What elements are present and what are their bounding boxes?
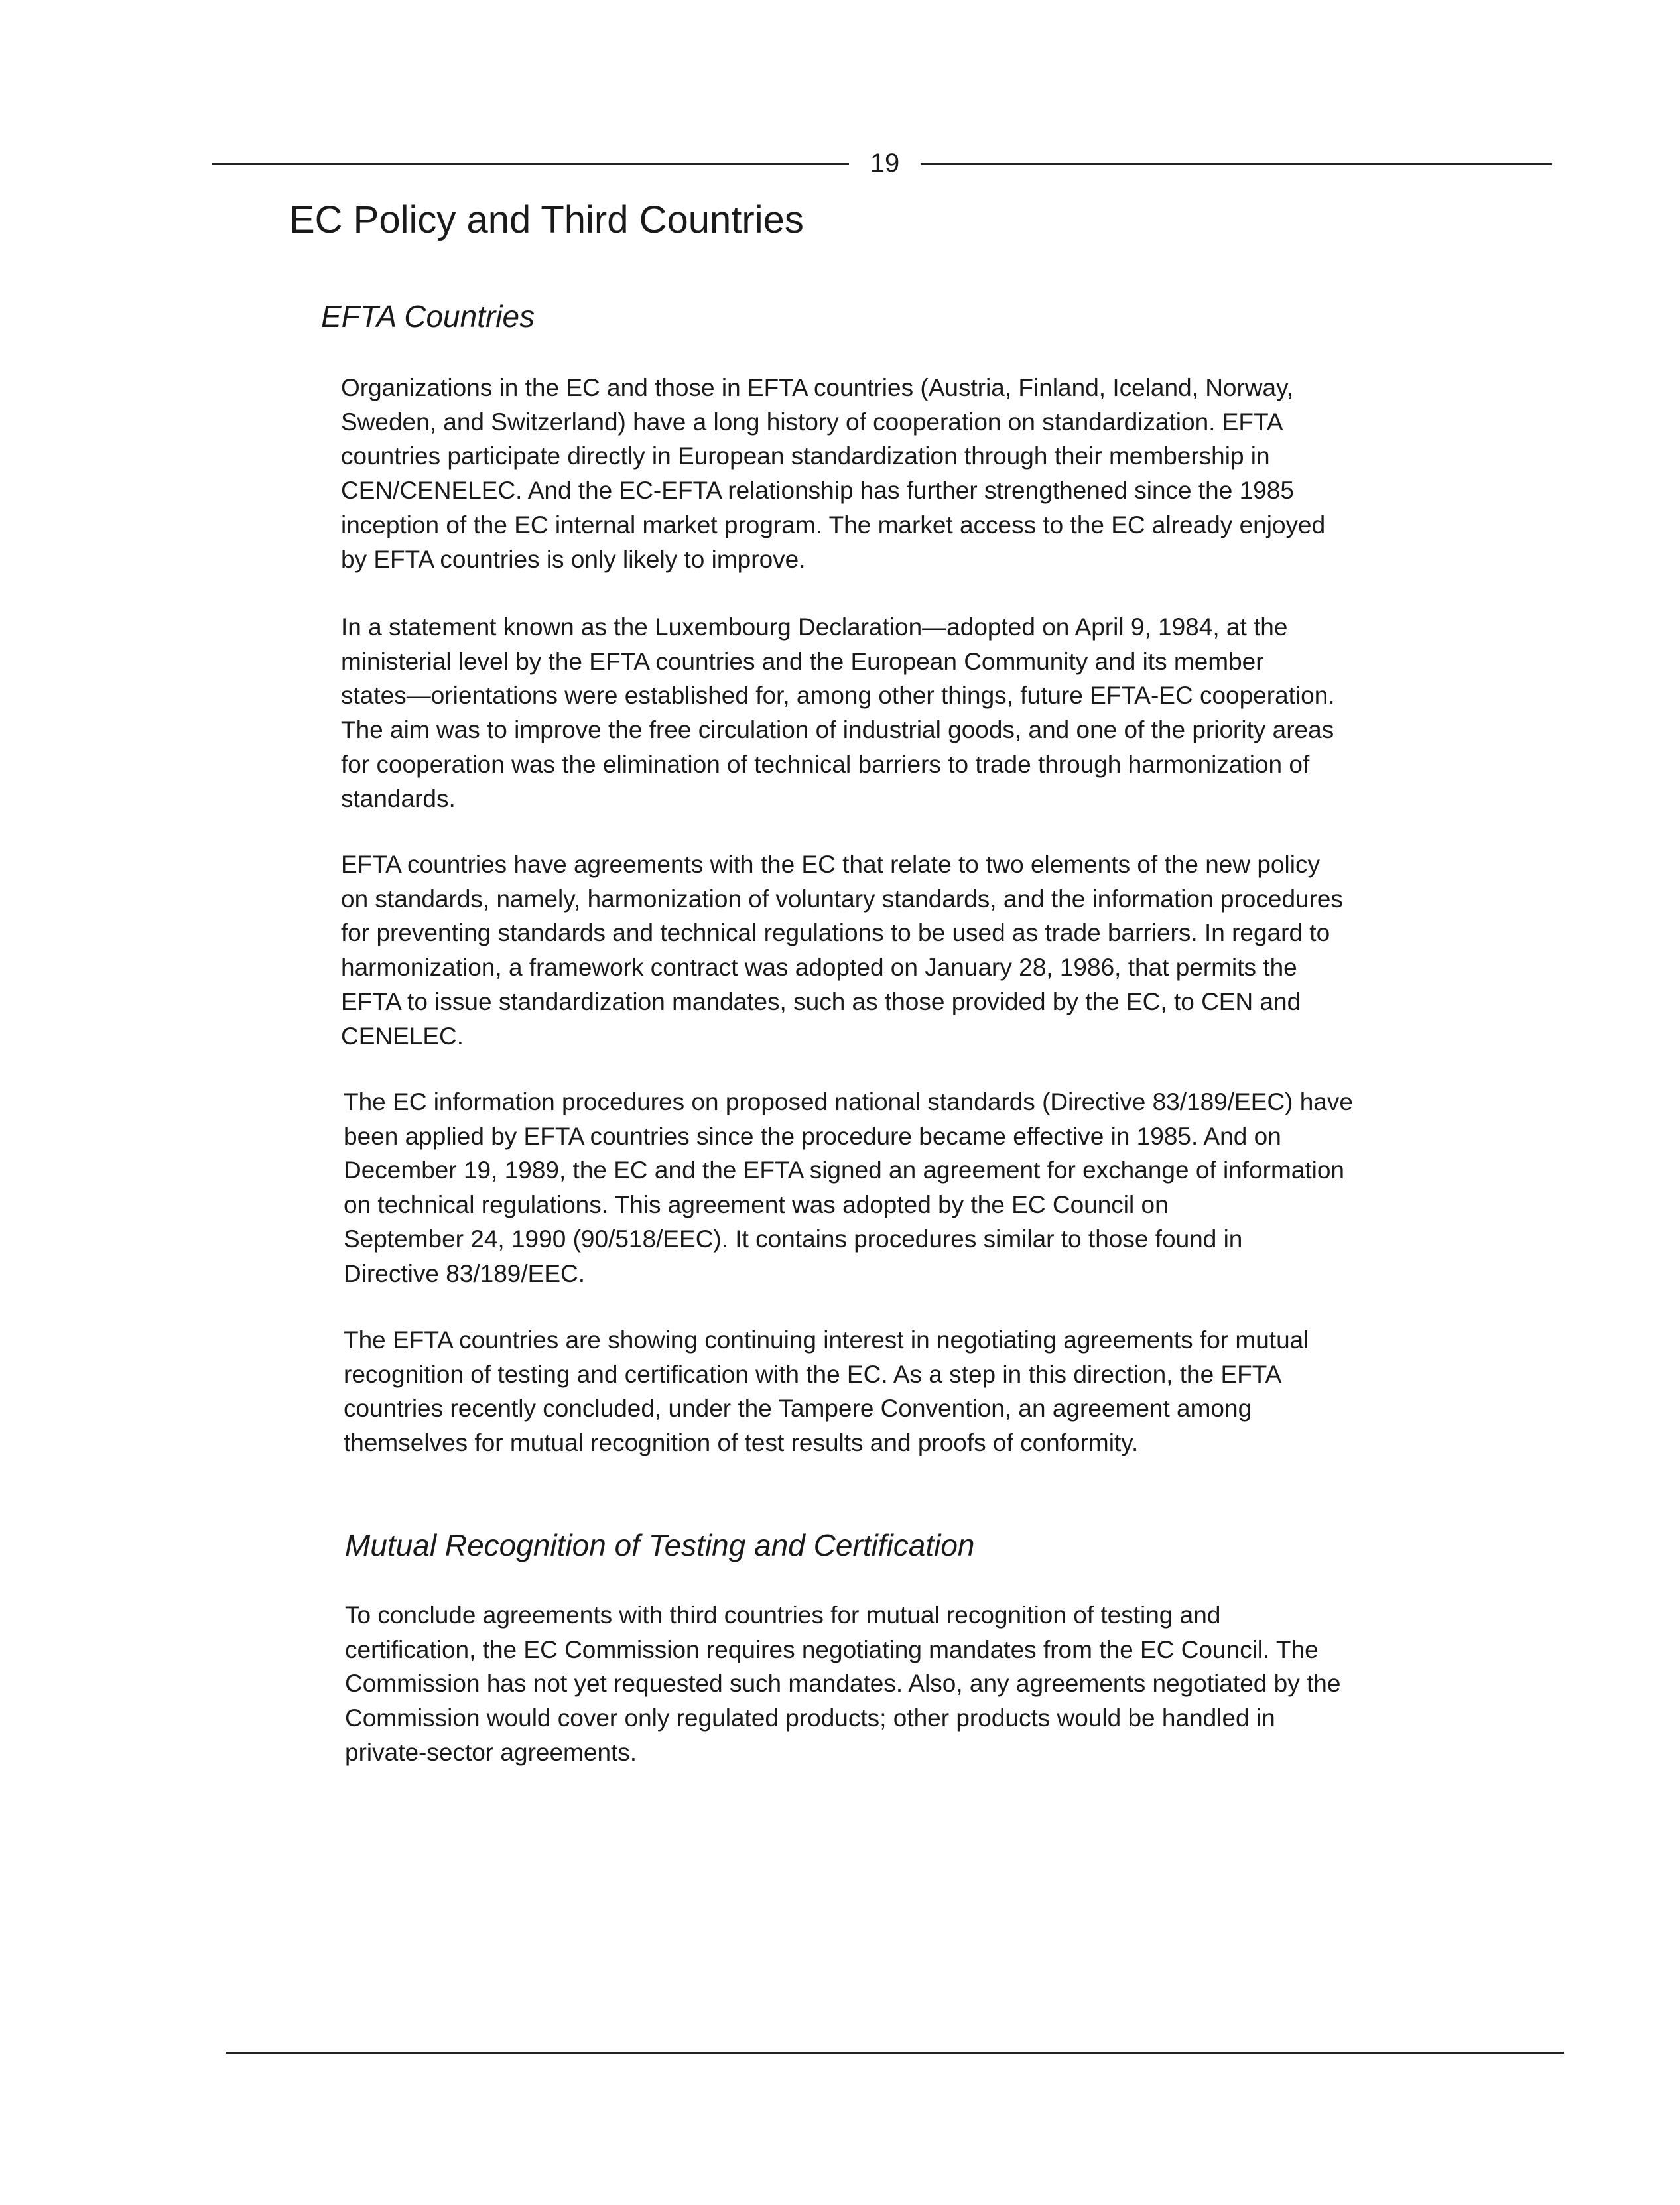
text-line: The aim was to improve the free circulation of industrial goods, and one of the priority areas	[341, 716, 1334, 744]
text-line: September 24, 1990 (90/518/EEC). It contains procedures similar to those found in	[344, 1225, 1243, 1253]
text-line: standards.	[341, 785, 456, 812]
paragraph-third-country-agreements	[345, 1598, 1340, 1770]
footer-rule	[226, 2052, 1564, 2054]
text-line: countries participate directly in European standardization through their membership in	[341, 442, 1270, 470]
text-line: inception of the EC internal market program. The market access to the EC already enjoyed	[341, 511, 1326, 538]
text-line: private-sector agreements.	[345, 1738, 637, 1766]
text-line: ministerial level by the EFTA countries and the European Community and its member	[341, 647, 1264, 675]
text-line: EFTA to issue standardization mandates, such as those provided by the EC, to CEN and	[341, 987, 1301, 1015]
text-line: for preventing standards and technical regulations to be used as trade barriers. In regard to	[341, 919, 1330, 947]
text-line: by EFTA countries is only likely to improve.	[341, 545, 806, 573]
text-line: CEN/CENELEC. And the EC-EFTA relationship has further strengthened since the 1985	[341, 477, 1294, 505]
text-line: December 19, 1989, the EC and the EFTA signed an agreement for exchange of information	[344, 1157, 1344, 1184]
text-line: The EFTA countries are showing continuing interest in negotiating agreements for mutual	[344, 1326, 1309, 1354]
text-line: been applied by EFTA countries since the procedure became effective in 1985. And on	[344, 1122, 1281, 1150]
text-line: To conclude agreements with third countries for mutual recognition of testing and	[345, 1602, 1221, 1629]
text-line: for cooperation was the elimination of technical barriers to trade through harmonization of	[341, 750, 1310, 778]
paragraph-efta-cooperation	[341, 371, 1325, 576]
text-line: CENELEC.	[341, 1022, 464, 1050]
section-heading-mutual-recognition: Mutual Recognition of Testing and Certification	[345, 1528, 975, 1562]
paragraph-efta-agreements	[341, 848, 1343, 1053]
text-line: states—orientations were established for, among other things, future EFTA-EC cooperation.	[341, 682, 1335, 710]
text-line: Organizations in the EC and those in EFTA countries (Austria, Finland, Iceland, Norway,	[341, 374, 1294, 401]
section-heading-efta-countries: EFTA Countries	[321, 299, 535, 334]
text-line: on standards, namely, harmonization of voluntary standards, and the information procedures	[341, 885, 1344, 913]
text-line: In a statement known as the Luxembourg Declaration—adopted on April 9, 1984, at the	[341, 613, 1288, 641]
text-line: Sweden, and Switzerland) have a long history of cooperation on standardization. EFTA	[341, 408, 1283, 436]
text-line: Commission has not yet requested such mandates. Also, any agreements negotiated by the	[345, 1670, 1341, 1698]
page-number: 19	[870, 149, 900, 178]
text-line: countries recently concluded, under the Tampere Convention, an agreement among	[344, 1395, 1252, 1422]
header-rule-left	[212, 163, 849, 165]
text-line: recognition of testing and certification with the EC. As a step in this direction, the EFTA	[344, 1360, 1282, 1388]
text-line: themselves for mutual recognition of test results and proofs of conformity.	[344, 1429, 1139, 1457]
text-line: EFTA countries have agreements with the EC that relate to two elements of the new policy	[341, 851, 1320, 878]
text-line: on technical regulations. This agreement was adopted by the EC Council on	[344, 1191, 1169, 1219]
paragraph-luxembourg-declaration	[341, 610, 1335, 816]
text-line: Commission would cover only regulated products; other products would be handled in	[345, 1704, 1275, 1732]
paragraph-mutual-recognition-interest	[344, 1323, 1309, 1460]
text-line: The EC information procedures on proposed national standards (Directive 83/189/EEC) have	[344, 1088, 1353, 1115]
page-title: EC Policy and Third Countries	[289, 198, 804, 241]
header-rule-right	[921, 163, 1552, 165]
text-line: harmonization, a framework contract was adopted on January 28, 1986, that permits the	[341, 954, 1297, 981]
text-line: Directive 83/189/EEC.	[344, 1259, 586, 1287]
text-line: certification, the EC Commission requires negotiating mandates from the EC Council. The	[345, 1635, 1319, 1663]
paragraph-information-procedures	[344, 1085, 1353, 1291]
